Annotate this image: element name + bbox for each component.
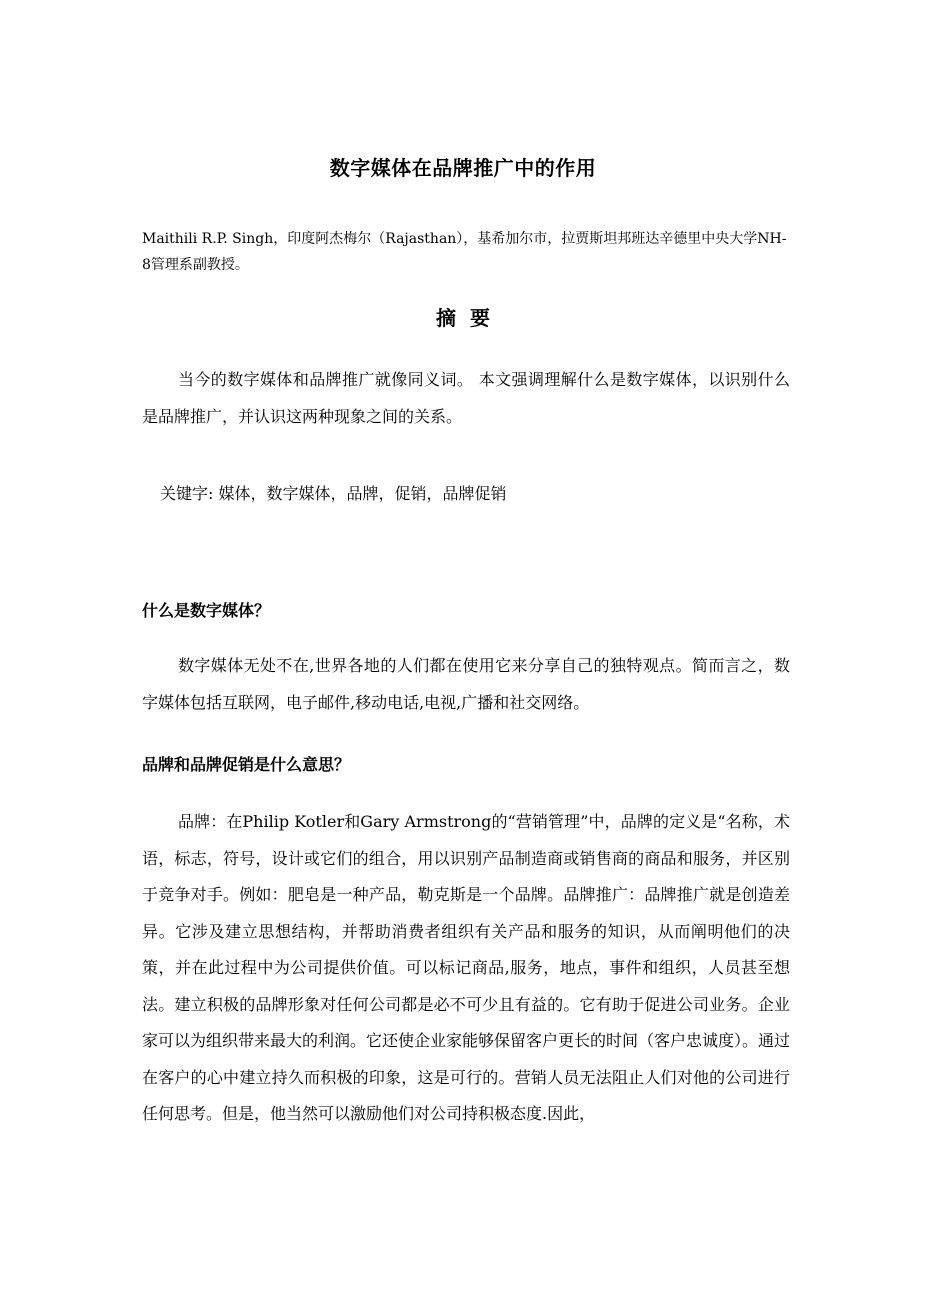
keywords-text: 媒体，数字媒体，品牌，促销，品牌促销 xyxy=(218,484,507,503)
section-heading-brand-promotion: 品牌和品牌促销是什么意思？ xyxy=(142,755,351,774)
abstract-heading: 摘要 xyxy=(436,306,504,330)
keywords-line xyxy=(160,479,790,509)
keywords-label: 关键字 xyxy=(160,484,209,503)
section-heading-digital-media: 什么是数字媒体？ xyxy=(142,601,271,620)
paper-title: 数字媒体在品牌推广中的作用 xyxy=(329,156,597,180)
abstract-body: 当今的数字媒体和品牌推广就像同义词。 本文强调理解什么是数字媒体，以识别什么是品牌推广，并认识这两种现象之间的关系。 xyxy=(142,370,790,426)
author-affiliation: Maithili R.P. Singh，印度阿杰梅尔（Rajasthan），基希加尔市，拉贾斯坦邦班达辛德里中央大学NH-8管理系副教授。 xyxy=(142,231,787,273)
section-body-brand-promotion: 品牌：在Philip Kotler和Gary Armstrong的“营销管理”中，品牌的定义是“名称，术语，标志，符号，设计或它们的组合，用以识别产品制造商或销售商的商品和服务，并区别于竞争对手。例如：肥皂是一种产品，勒克斯是一个品牌。品牌推广：品牌推广就是创造差异。它涉及建立思想结构，并帮助消费者组织有关产品和服务的知识，从而阐明他们的决策，并在此过程中为公司提供价值。可以标记商品,服务，地点，事件和组织，人员甚至想法。建立积极的品牌形象对任何公司都是必不可少且有益的。它有助于促进公司业务。企业家可以为组织带来最大的利润。它还使企业家能够保留客户更长的时间（客户忠诚度）。通过在客户的心中建立持久而积极的印象，这是可行的。营销人员无法阻止人们对他的公司进行任何思考。但是，他当然可以激励他们对公司持积极态度.因此， xyxy=(142,812,791,1123)
keywords-separator: : xyxy=(208,484,219,503)
section-body-digital-media: 数字媒体无处不在,世界各地的人们都在使用它来分享自己的独特观点。简而言之，数字媒体包括互联网，电子邮件,移动电话,电视,广播和社交网络。 xyxy=(142,656,790,712)
